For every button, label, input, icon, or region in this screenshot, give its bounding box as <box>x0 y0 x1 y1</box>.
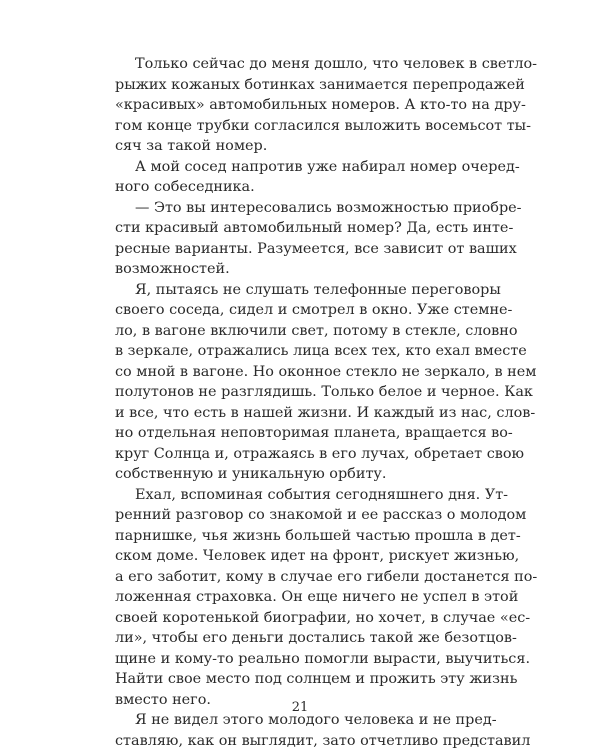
text-line: возможностей. <box>115 259 485 280</box>
text-line: полутонов не разглядишь. Только белое и черное. Как <box>115 382 485 403</box>
text-line: круг Солнца и, отражаясь в его лучах, обретает свою <box>115 444 485 465</box>
text-line: своего соседа, сидел и смотрел в окно. Уже стемне- <box>115 300 485 321</box>
paragraph <box>115 198 485 280</box>
paragraph <box>115 157 485 198</box>
text-line: ложенная страховка. Он еще ничего не успел в этой <box>115 587 485 608</box>
page-number: 21 <box>0 700 600 715</box>
text-line: Ехал, вспоминая события сегодняшнего дня. Ут- <box>115 485 485 506</box>
text-line: — Это вы интересовались возможностью приобре- <box>115 198 485 219</box>
text-line: гом конце трубки согласился выложить восемьсот ты- <box>115 116 485 137</box>
text-line: своей коротенькой биографии, но хочет, в случае «ес- <box>115 608 485 629</box>
text-line: со мной в вагоне. Но оконное стекло не зеркало, в нем <box>115 362 485 383</box>
text-line: а его заботит, кому в случае его гибели достанется по- <box>115 567 485 588</box>
text-line: А мой сосед напротив уже набирал номер очеред- <box>115 157 485 178</box>
text-line: в зеркале, отражались лица всех тех, кто ехал вместе <box>115 341 485 362</box>
text-line: ском доме. Человек идет на фронт, рискует жизнью, <box>115 546 485 567</box>
text-line: щине и кому-то реально помогли вырасти, выучиться. <box>115 649 485 670</box>
paragraph <box>115 710 485 751</box>
text-line: «красивых» автомобильных номеров. А кто-то на дру- <box>115 95 485 116</box>
text-line: Я, пытаясь не слушать телефонные переговоры <box>115 280 485 301</box>
paragraph <box>115 280 485 485</box>
text-line: но отдельная неповторимая планета, вращается во- <box>115 423 485 444</box>
text-line: сти красивый автомобильный номер? Да, есть инте- <box>115 218 485 239</box>
text-line: парнишке, чья жизнь большей частью прошла в дет- <box>115 526 485 547</box>
text-line: ставляю, как он выглядит, зато отчетливо представил <box>115 731 485 751</box>
text-line: ренний разговор со знакомой и ее рассказ о молодом <box>115 505 485 526</box>
text-line: рыжих кожаных ботинках занимается перепродажей <box>115 75 485 96</box>
text-line: Найти свое место под солнцем и прожить эту жизнь <box>115 669 485 690</box>
text-line: вместо него. <box>115 690 485 711</box>
text-line: Я не видел этого молодого человека и не пред- <box>115 710 485 731</box>
text-line: и все, что есть в нашей жизни. И каждый из нас, слов- <box>115 403 485 424</box>
body-text <box>115 54 485 751</box>
text-line: ло, в вагоне включили свет, потому в стекле, словно <box>115 321 485 342</box>
paragraph <box>115 485 485 711</box>
text-line: ного собеседника. <box>115 177 485 198</box>
text-line: сяч за такой номер. <box>115 136 485 157</box>
text-line: ресные варианты. Разумеется, все зависит от ваших <box>115 239 485 260</box>
paragraph <box>115 54 485 157</box>
text-line: ли», чтобы его деньги достались такой же безотцов- <box>115 628 485 649</box>
text-line: Только сейчас до меня дошло, что человек в светло- <box>115 54 485 75</box>
text-line: собственную и уникальную орбиту. <box>115 464 485 485</box>
